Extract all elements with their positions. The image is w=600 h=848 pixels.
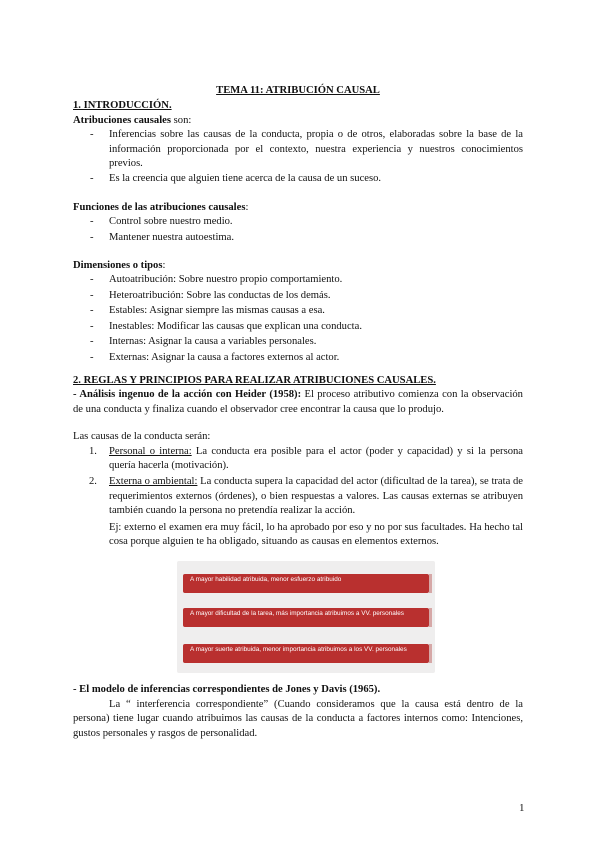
attribution-figure <box>177 561 435 673</box>
list-item: - Externas: Asignar la causa a factores externos al actor. <box>73 351 523 365</box>
attributions-label: Atribuciones causales son: <box>73 114 192 126</box>
list-item: - Es la creencia que alguien tiene acerca de la causa de un suceso. <box>73 172 523 186</box>
title-main: ATRIBUCIÓN CAUSAL <box>263 85 380 96</box>
list-item: - Heteroatribución: Sobre las conductas de los demás. <box>73 289 523 303</box>
list-item: - Estables: Asignar siempre las mismas causas a esa. <box>73 304 523 318</box>
jones-davis-paragraph: La “ interferencia correspondiente” (Cuando consideramos que la causa está dentro de la persona) tiene lugar cuando atribuimos las causas de la conducta a factores internos como: Intenciones, gustos personales y rasgos de personalidad. <box>73 698 523 739</box>
list-item: - Internas: Asignar la causa a variables personales. <box>73 335 523 349</box>
figure-bar: A mayor habilidad atribuida, menor esfuerzo atribuido <box>183 574 429 593</box>
list-item: - Inestables: Modificar las causas que explican una conducta. <box>73 320 523 334</box>
jones-davis-heading: - El modelo de inferencias correspondientes de Jones y Davis (1965). <box>73 684 381 696</box>
list-item: - Control sobre nuestro medio. <box>73 215 523 229</box>
section-1-heading: 1. INTRODUCCIÓN. <box>73 100 172 112</box>
title-prefix: TEMA 11: <box>216 85 264 96</box>
figure-bar: A mayor dificultad de la tarea, más importancia atribuimos a VV. personales <box>183 608 429 627</box>
functions-list <box>73 215 523 245</box>
heider-paragraph: - Análisis ingenuo de la acción con Heider (1958): El proceso atributivo comienza con la observación de una conducta y finaliza cuando el observador cree encontrar la causa que lo produjo. <box>73 389 523 415</box>
dimensions-list <box>73 273 523 364</box>
list-item: - Autoatribución: Sobre nuestro propio comportamiento. <box>73 273 523 287</box>
document-title <box>73 84 523 98</box>
functions-label: Funciones de las atribuciones causales: <box>73 201 249 213</box>
figure-bar: A mayor suerte atribuida, menor importancia atribuimos a los VV. personales <box>183 644 429 663</box>
section-2-heading: 2. REGLAS Y PRINCIPIOS PARA REALIZAR ATRIBUCIONES CAUSALES. <box>73 374 436 386</box>
dimensions-label: Dimensiones o tipos: <box>73 260 166 272</box>
example-paragraph: Ej: externo el examen era muy fácil, lo ha aprobado por eso y no por sus facultades. Ha hecho tal cosa porque alguien te ha obligado, situando as causas en elementos externos. <box>109 521 523 547</box>
document-page <box>73 84 523 741</box>
page-number: 1 <box>519 802 525 814</box>
causes-list <box>73 445 523 519</box>
causes-intro: Las causas de la conducta serán: <box>73 431 211 443</box>
list-item: - Inferencias sobre las causas de la conducta, propia o de otros, elaboradas sobre la base de la información proporcionada por el contexto, nuestra experiencia y nuestros conocimientos previos. <box>73 128 523 171</box>
list-item: - Mantener nuestra autoestima. <box>73 231 523 245</box>
attributions-list <box>73 128 523 187</box>
list-item: 1. Personal o interna: La conducta era posible para el actor (poder y capacidad) y si la persona quería hacerla (motivación). <box>89 445 523 471</box>
list-item: 2. Externa o ambiental: La conducta supera la capacidad del actor (dificultad de la tarea), se trata de requerimientos externos (órdenes), o bien respuestas a valores. Las causas externas se atribuyen también cuando la persona no pretendía realizar la acción. <box>89 476 524 517</box>
